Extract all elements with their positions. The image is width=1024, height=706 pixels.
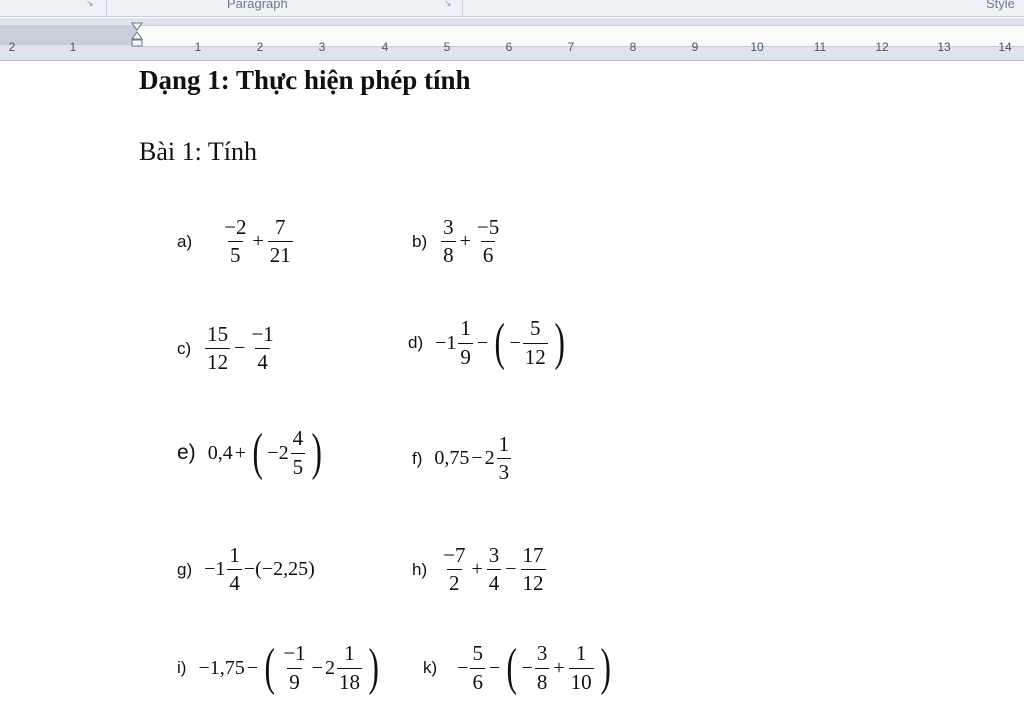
mixed-number: 2 $\frac{1}{3}$ [484,432,510,485]
ruler-label: 2 [8,40,16,54]
ruler-label: 11 [813,40,827,54]
ruler-label: 14 [998,40,1012,54]
item-label: a) [177,231,193,251]
exercise-item-f: f) 0,75 − 2 $\frac{1}{3}$ [412,433,513,484]
exercise-title: Bài 1: Tính [139,137,257,166]
ribbon-separator [106,0,107,16]
font-dialog-launcher-icon[interactable]: ↘ [86,0,94,8]
item-label: h) [412,559,428,579]
ribbon-separator [462,0,463,16]
fraction: $\frac{1}{18}$ [338,641,360,694]
fraction: $\frac{1}{9}$ [460,316,471,369]
item-label: g) [177,559,193,579]
fraction: $\frac{-1}{9}$ [283,641,306,694]
ruler-label: 13 [937,40,951,54]
exercise-item-d: d) −1 $\frac{1}{9}$ − ( − $\frac{5}{12}$ ) [408,314,565,371]
ruler-label: 9 [691,40,699,54]
ruler-left-margin [0,25,137,45]
ruler-label: 1 [194,40,202,54]
paragraph-group-label: Paragraph [227,0,288,11]
item-label: e) [177,441,196,464]
ruler-label: 10 [750,40,764,54]
exercise-item-g: g) −1 $\frac{1}{4}$ −(−2,25) [177,543,315,596]
ruler-label: 8 [629,40,637,54]
styles-group-label: Style [986,0,1015,11]
exercise-item-c: c) $\frac{15}{12}$ − $\frac{-1}{4}$ [177,322,274,375]
item-label: d) [408,333,424,352]
fraction: $\frac{1}{3}$ [498,432,510,485]
fraction: $\frac{3}{4}$ [488,543,500,596]
exercise-item-i: i) −1,75 − ( $\frac{-1}{9}$ − 2 $\frac{1}{18}$ ) [177,639,379,696]
mixed-number: −1 $\frac{1}{4}$ [204,543,240,596]
ruler-label: 7 [567,40,575,54]
fraction: $\frac{-2}{5}$ [224,215,247,268]
ruler-text-area [137,25,1024,47]
fraction: $\frac{1}{10}$ [570,641,592,694]
fraction: $\frac{-1}{4}$ [251,322,274,375]
item-label: i) [177,658,187,677]
fraction: $\frac{-7}{2}$ [443,543,466,596]
ruler-label: 4 [381,40,389,54]
fraction: $\frac{15}{12}$ [207,322,229,375]
fraction: $\frac{3}{8}$ [536,641,548,694]
ribbon-strip [0,0,1024,17]
ruler-label: 6 [505,40,513,54]
exercise-item-e: e) 0,4 + ( −2 $\frac{4}{5}$ ) [177,424,322,481]
fraction: $\frac{1}{4}$ [229,543,240,596]
mixed-number: −1 $\frac{1}{9}$ [435,316,471,369]
item-label: f) [412,448,423,468]
fraction: $\frac{5}{12}$ [524,316,546,369]
document-page[interactable] [0,61,1024,706]
item-label: c) [177,338,192,358]
fraction: $\frac{17}{12}$ [522,543,544,596]
fraction: $\frac{4}{5}$ [292,426,304,479]
exercise-item-b: b) $\frac{3}{8}$ + $\frac{-5}{6}$ [412,215,500,268]
exercise-item-a: a) $\frac{-2}{5}$ + $\frac{7}{21}$ [177,215,291,268]
section-heading: Dạng 1: Thực hiện phép tính [139,65,471,95]
mixed-number: −2 $\frac{4}{5}$ [267,426,304,479]
item-label: b) [412,231,428,251]
item-label: k) [423,658,438,677]
exercise-item-h: h) $\frac{-7}{2}$ + $\frac{3}{4}$ − $\frac{17}{12}$ [412,543,544,596]
ruler-label: 12 [875,40,889,54]
ruler-label: 3 [318,40,326,54]
fraction: $\frac{7}{21}$ [269,215,291,268]
fraction: $\frac{3}{8}$ [443,215,454,268]
mixed-number: 2 $\frac{1}{18}$ [324,641,360,694]
fraction: $\frac{-5}{6}$ [476,215,500,268]
ruler-label: 1 [69,40,77,54]
paragraph-dialog-launcher-icon[interactable]: ↘ [444,0,452,8]
ruler-label: 5 [443,40,451,54]
ruler-label: 2 [256,40,264,54]
indent-marker-icon[interactable] [131,22,143,48]
fraction: $\frac{5}{6}$ [472,641,483,694]
exercise-item-k: k) − $\frac{5}{6}$ − ( − $\frac{3}{8}$ + $\frac{1}{10}$ ) [423,639,611,696]
